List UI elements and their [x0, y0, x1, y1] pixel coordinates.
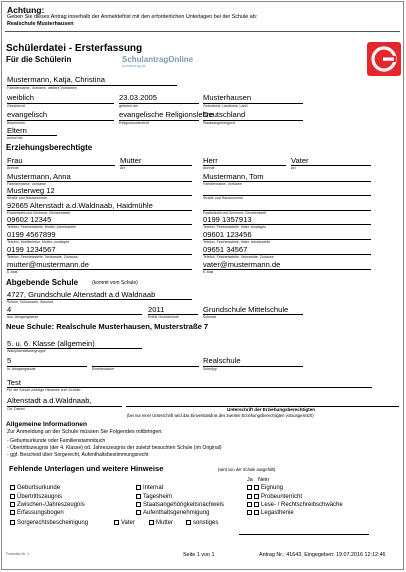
- new-school-entry-label: Eintrittsdatum: [92, 367, 114, 371]
- checkbox-icon[interactable]: [136, 502, 141, 507]
- checkbox-icon[interactable]: [136, 485, 141, 490]
- guardian1-type: Mutter: [120, 156, 142, 165]
- checkbox-item[interactable]: Internat: [136, 485, 163, 491]
- checkbox-icon[interactable]: [247, 485, 252, 490]
- student-gender: weiblich: [7, 93, 35, 102]
- checkbox-icon[interactable]: [10, 510, 15, 515]
- section-title-student: Für die Schülerin: [6, 55, 72, 64]
- guardian1-phone-3-label: Telefon, Festnetzstelle, Verwandte, Zuhause: [7, 255, 78, 259]
- guardian1-phone-2: 0199 4567899: [7, 230, 56, 239]
- checkbox-icon[interactable]: [247, 510, 252, 515]
- guardian2-type-label: Art: [291, 166, 296, 170]
- student-birthplace-label: Geburtsort, Landkreis, Land: [203, 104, 248, 108]
- missing-note: (wird von der Schule ausgefüllt): [218, 467, 276, 472]
- footer-page: Seite 1 von 1: [183, 552, 215, 558]
- notice-line-1: Geben Sie dieses Antrag innerhalb der Anmeldefrist mit den erforderlichen Unterlagen bei der Schule ab:: [7, 14, 258, 20]
- checkbox-item[interactable]: Vater: [114, 520, 135, 526]
- guardian2-phone-1-label: Telefon, Festnetzstelle, Vater, sonstiges: [203, 225, 267, 229]
- signature-place-label: Ort, Datum: [7, 407, 25, 411]
- new-school-notes: Test: [7, 378, 21, 387]
- footer-application-info: Antrag Nr.: 41643, Eingegeben: 19.07.2016 12:12:46: [259, 552, 386, 558]
- guardian1-city-label: Postleitzahl und Wohnort, Gemeindeteil: [7, 211, 71, 215]
- student-birthdate-label: geboren am: [119, 104, 139, 108]
- yes-header: Ja: [247, 477, 253, 483]
- yes-no-item[interactable]: Legasthenie: [247, 510, 294, 516]
- brand-logo-sub: schulantrag.de: [122, 64, 146, 68]
- student-lives-with: Eltern: [7, 126, 27, 135]
- guardian2-name-label: Familienname, Vorname: [203, 182, 242, 186]
- yes-no-item[interactable]: Probeunterricht: [247, 494, 302, 500]
- checkbox-item[interactable]: Übertrittszeugnis: [10, 494, 62, 500]
- checkbox-item[interactable]: Aufenthaltsgenehmigung: [136, 510, 209, 516]
- guardian2-name: Mustermann, Tom: [203, 172, 264, 181]
- student-religion-class: evangelische Religionslehre: [119, 110, 214, 119]
- guardian2-salutation: Herr: [203, 156, 218, 165]
- checkbox-item[interactable]: Erfassungsbogen: [10, 510, 64, 516]
- section-title-missing: Fehlende Unterlagen und weitere Hinweise: [9, 464, 164, 473]
- checkbox-icon[interactable]: [114, 520, 119, 525]
- checkbox-icon[interactable]: [136, 494, 141, 499]
- notice-title: Achtung:: [7, 5, 45, 15]
- prev-school-type: Grundschule Mittelschule: [203, 305, 289, 314]
- prev-school-note: (kommt vom Schule): [92, 280, 138, 286]
- guardian1-name-label: Familienname, Vorname: [7, 182, 46, 186]
- guardian1-name: Mustermann, Anna: [7, 172, 71, 181]
- yes-no-item[interactable]: Eignung: [247, 485, 283, 491]
- checkbox-item[interactable]: Tagesheim: [136, 494, 172, 500]
- student-religion-label: Bekenntnis: [7, 121, 25, 125]
- student-name: Mustermann, Katja, Christina: [7, 75, 105, 84]
- divider: [5, 31, 400, 32]
- prev-school-grade: 4: [7, 305, 12, 314]
- guardian1-street: Musterweg 12: [7, 186, 55, 195]
- signature-title: Unterschrift der Erziehungsberechtigten: [227, 407, 316, 412]
- new-school-grade-label: In Jahrgangsstufe: [7, 367, 36, 371]
- prev-school-type-label: Schulart: [203, 315, 217, 319]
- checkbox-item[interactable]: Zwischen-/Jahreszeugnis: [10, 502, 85, 508]
- checkbox-item[interactable]: sonstiges: [186, 520, 218, 526]
- info-intro: Zur Anmeldung an der Schule müssen Sie Folgendes mitbringen:: [7, 429, 163, 435]
- guardian1-phone-3: 0199 1234567: [7, 245, 56, 254]
- guardian1-email-label: E-Mail: [7, 270, 18, 274]
- guardian1-phone-1-label: Telefon, Festnetzstelle, Mutter, Arbeitsstelle: [7, 225, 77, 229]
- section-title-new-school: Neue Schule: Realschule Musterhausen, Musterstraße 7: [6, 322, 209, 331]
- checkbox-icon[interactable]: [10, 520, 15, 525]
- student-religion: evangelisch: [7, 110, 48, 119]
- section-title-prev-school: Abgebende Schule: [6, 278, 79, 287]
- checkbox-icon[interactable]: [186, 520, 191, 525]
- new-school-grade: 5: [7, 356, 12, 365]
- footer-form-number: Formular Nr. 1: [6, 552, 29, 556]
- brand-logo-text: SchulantragOnline: [122, 55, 194, 64]
- signature-note: (bei nur einer Unterschrift wird das Einverständnis des zweiten Erziehungsberechtigten vorausgesetzt!): [127, 413, 314, 418]
- guardian1-type-label: Art: [120, 166, 125, 170]
- checkbox-icon[interactable]: [149, 520, 154, 525]
- student-religion-class-label: Religionsunterricht: [119, 121, 149, 125]
- prev-school-year-label: Entritt Grundschule: [148, 315, 179, 319]
- checkbox-item[interactable]: Geburtsurkunde: [10, 485, 60, 491]
- guardian1-street-label: Straße und Hausnummer: [7, 196, 48, 200]
- new-school-type-label: Schultyp: [203, 367, 217, 371]
- guardian2-email-label: E-Mail: [203, 270, 214, 274]
- student-gender-label: Geschlecht: [7, 104, 25, 108]
- checkbox-icon[interactable]: [10, 502, 15, 507]
- guardian2-salutation-label: Anrede: [203, 166, 215, 170]
- section-title-guardians: Erziehungsberechtigte: [6, 143, 93, 152]
- form-title: Schülerdatei - Ersterfassung: [6, 43, 143, 54]
- checkbox-icon[interactable]: [10, 494, 15, 499]
- guardian1-email: mutter@mustermann.de: [7, 260, 89, 269]
- student-lives-with-label: wohnt bei: [7, 136, 23, 140]
- new-school-type: Realschule: [203, 356, 241, 365]
- guardian2-phone-3: 09651 34567: [203, 245, 248, 254]
- student-birthplace: Musterhausen: [203, 93, 252, 102]
- checkbox-item[interactable]: Mutter: [149, 520, 173, 526]
- guardian2-city-label: Postleitzahl und Wohnort, Gemeindeteil: [203, 211, 267, 215]
- guardian1-salutation-label: Anrede: [7, 166, 19, 170]
- prev-school-name-label: Schule, Schulname, Schulort: [7, 300, 54, 304]
- info-item: - Geburtsurkunde oder Familienstammbuch: [7, 438, 106, 444]
- guardian2-phone-2: 09601 123456: [203, 230, 252, 239]
- student-nationality-label: Staatsangehörigkeit: [203, 121, 235, 125]
- guardian1-phone-2-label: Telefon, Mobiltelefon, Mutter, sonstiges: [7, 240, 70, 244]
- notice-line-2: Realschule Musterhausen: [7, 21, 74, 27]
- checkbox-item[interactable]: Sorgerechtsbescheinigung: [10, 520, 88, 526]
- guardian2-phone-1: 0199 1357913: [203, 215, 252, 224]
- prev-school-name: 4727, Grundschule Altenstadt a.d Waldnaab: [7, 290, 156, 299]
- guardian2-phone-3-label: Telefon, Festnetzstelle, Verwandte, Zuhause: [203, 255, 274, 259]
- new-school-branch-label: Wahlpflichtfächergruppe: [7, 349, 46, 353]
- new-school-branch: 5. u. 6. Klasse (allgemein): [7, 339, 95, 348]
- guardian2-email: vater@mustermann.de: [203, 260, 281, 269]
- guardian1-salutation: Frau: [7, 156, 23, 165]
- yes-no-item[interactable]: Lese- / Rechtschreibschwäche: [247, 502, 343, 508]
- new-school-notes-label: Für die Schule wichtige Hinweise zum Schüler: [7, 388, 81, 392]
- guardian1-phone-1: 09602 12345: [7, 215, 52, 224]
- student-birthdate: 23.03.2005: [119, 93, 158, 102]
- form-page: [1, 1, 404, 570]
- info-item: - Übertrittszeugnis (der 4. Klasse) od. Jahreszeugnis der zuletzt besuchten Schule (im Original): [7, 445, 222, 451]
- checkbox-icon[interactable]: [254, 494, 259, 499]
- prev-school-year: 2011: [148, 305, 165, 314]
- checkbox-icon[interactable]: [254, 502, 259, 507]
- guardian2-type: Vater: [291, 156, 309, 165]
- info-item: - ggf. Bescheid über Sorgerecht, Aufenthaltsbestimmungsrecht: [7, 452, 149, 458]
- checkbox-item[interactable]: Staatsangehörigkeitsnachweis: [136, 502, 224, 508]
- student-nationality: Deutschland: [203, 110, 246, 119]
- checkbox-icon[interactable]: [247, 502, 252, 507]
- signature-place: Altenstadt a.d.Waldnaab,: [7, 396, 92, 405]
- checkbox-icon[interactable]: [136, 510, 141, 515]
- guardian2-phone-2-label: Telefon, Festnetzstelle, Vater, Arbeitsstelle: [203, 240, 271, 244]
- checkbox-icon[interactable]: [10, 485, 15, 490]
- school-logo-icon: [367, 42, 401, 76]
- student-name-label: Familienname, Vorname, weitere Vornamen: [7, 86, 77, 90]
- section-title-info: Allgemeine Informationen: [6, 421, 87, 428]
- no-header: Nein: [258, 477, 270, 483]
- checkbox-icon[interactable]: [247, 494, 252, 499]
- guardian2-street-label: Straße und Hausnummer: [203, 196, 244, 200]
- checkbox-icon[interactable]: [254, 510, 259, 515]
- prev-school-grade-label: aus Jahrgangsstufe: [7, 315, 39, 319]
- checkbox-icon[interactable]: [254, 485, 259, 490]
- guardian1-city: 92665 Altenstadt a.d.Waldnaab, Haidmühle: [7, 201, 153, 210]
